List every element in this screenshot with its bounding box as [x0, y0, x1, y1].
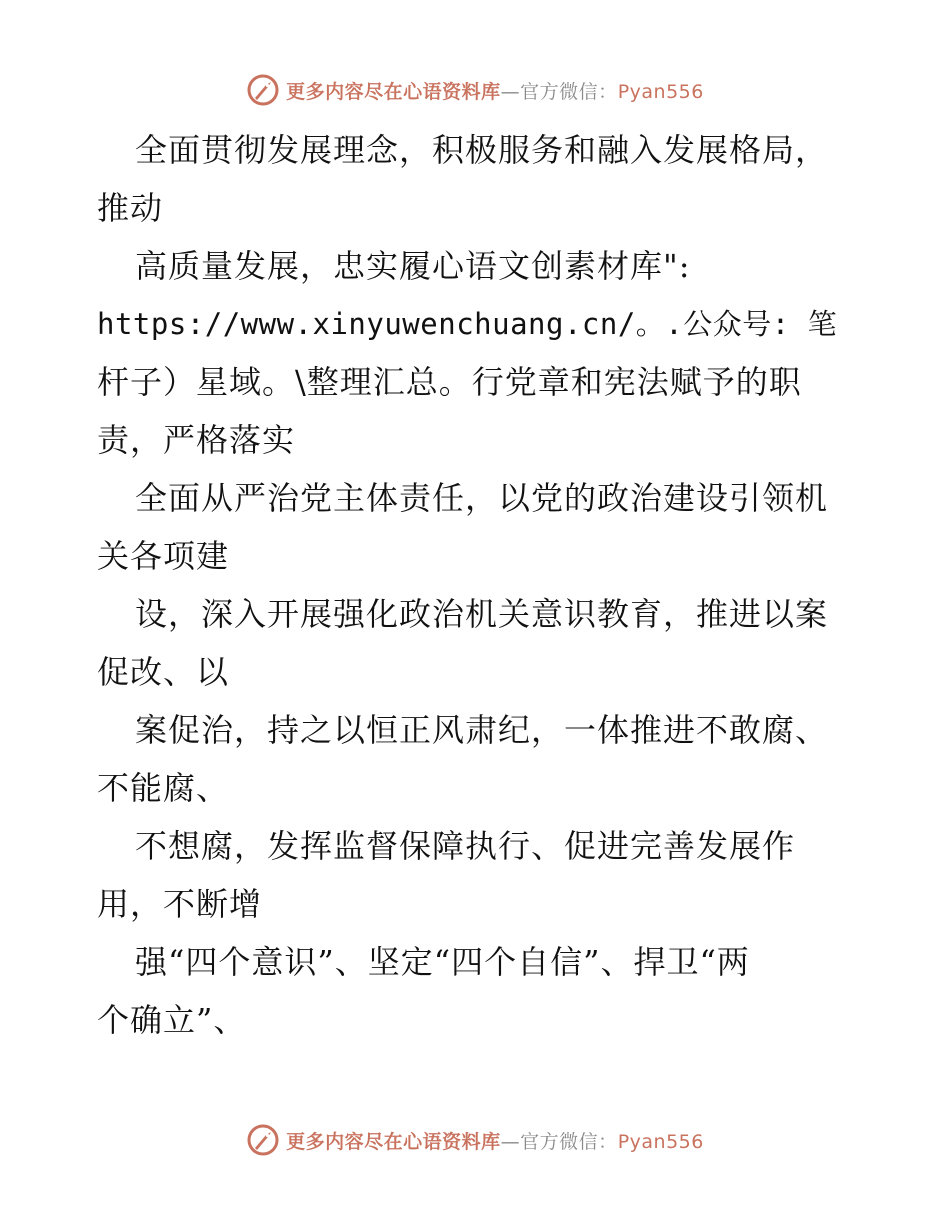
- text-line: 强“四个意识”、坚定“四个自信”、捍卫“两: [135, 943, 750, 981]
- text-line: 责，严格落实: [97, 421, 296, 459]
- watermark-handle: Pyan556: [617, 80, 704, 103]
- watermark-brand: 更多内容尽在心语资料库: [286, 80, 501, 103]
- text-line: 关各项建: [97, 537, 230, 575]
- text-line: 案促治，持之以恒正风肃纪，一体推进不敢腐、: [135, 711, 829, 749]
- text-line: 推动: [97, 189, 164, 227]
- text-line: 个确立”、: [97, 1001, 247, 1039]
- watermark-text: [286, 77, 704, 104]
- text-line: 全面从严治党主体责任，以党的政治建设引领机: [135, 479, 829, 517]
- watermark-text: [286, 1127, 704, 1154]
- watermark-separator: —: [500, 80, 521, 103]
- watermark-handle: Pyan556: [617, 1130, 704, 1153]
- pen-nib-circle-icon: [246, 73, 280, 107]
- footer-watermark: [0, 1120, 950, 1160]
- document-body: [97, 121, 867, 1049]
- text-line: 设，深入开展强化政治机关意识教育，推进以案: [135, 595, 829, 633]
- watermark-separator: —: [500, 1130, 521, 1153]
- watermark-label: 官方微信：: [520, 1130, 618, 1153]
- text-line: 杆子）星域。\整理汇总。行党章和宪法赋予的职: [97, 363, 802, 401]
- text-line: 不能腐、: [97, 769, 230, 807]
- text-line-url: https://www.xinyuwenchuang.cn/。.公众号: 笔: [97, 307, 838, 341]
- watermark-brand: 更多内容尽在心语资料库: [286, 1130, 501, 1153]
- text-line: 高质量发展，忠实履心语文创素材库":: [135, 247, 691, 285]
- header-watermark: [0, 70, 950, 110]
- text-line: 不想腐，发挥监督保障执行、促进完善发展作: [135, 827, 796, 865]
- text-line: 用，不断增: [97, 885, 263, 923]
- text-line: 全面贯彻发展理念，积极服务和融入发展格局，: [135, 131, 829, 169]
- watermark-label: 官方微信：: [520, 80, 618, 103]
- pen-nib-circle-icon: [246, 1123, 280, 1157]
- text-line: 促改、以: [97, 653, 230, 691]
